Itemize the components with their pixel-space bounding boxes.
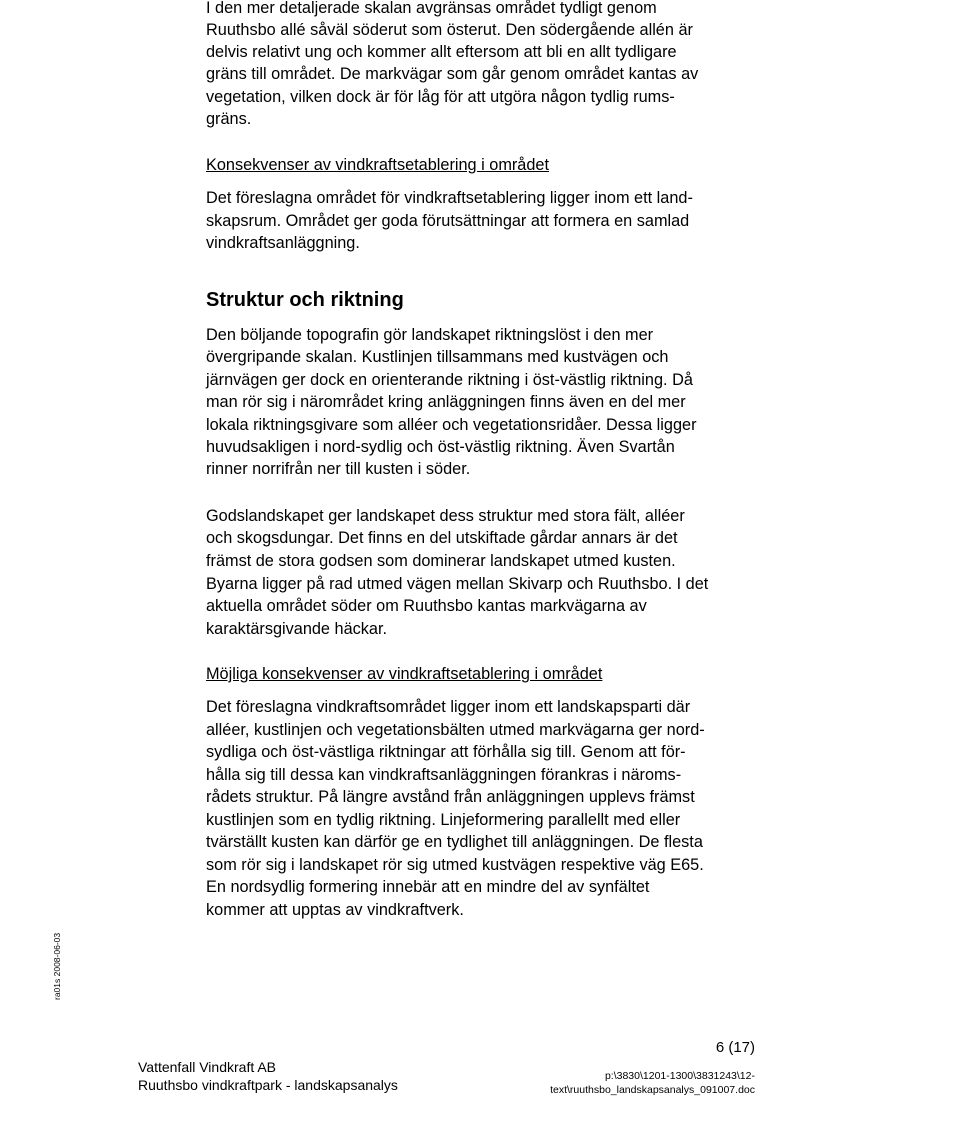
paragraph-line: gräns till området. De markvägar som går genom området kantas av xyxy=(206,65,699,83)
paragraph-line: vegetation, vilken dock är för låg för att utgöra någon tydlig rums- xyxy=(206,88,675,106)
paragraph-line: och skogsdungar. Det finns en del utskiftade gårdar annars är det xyxy=(206,529,678,547)
paragraph-line: sydliga och öst-västliga riktningar att förhålla sig till. Genom att för- xyxy=(206,743,686,761)
paragraph-line: Den böljande topografin gör landskapet riktningslöst i den mer xyxy=(206,326,654,344)
paragraph-line: främst de stora godsen som dominerar landskapet utmed kusten. xyxy=(206,552,676,570)
paragraph-line: Ruuthsbo allé såväl söderut som österut. Den södergående allén är xyxy=(206,21,693,39)
footer-company: Vattenfall Vindkraft AB xyxy=(138,1059,277,1075)
file-path-line: p:\3830\1201-1300\3831243\12- xyxy=(604,1070,755,1082)
paragraph-line: Byarna ligger på rad utmed vägen mellan Skivarp och Ruuthsbo. I det xyxy=(206,575,709,593)
paragraph-line: gräns. xyxy=(206,110,252,128)
paragraph-line: järnvägen ger dock en orienterande riktning i öst-västlig riktning. Då xyxy=(206,371,693,389)
paragraph-line: Det föreslagna området för vindkraftsetablering ligger inom ett land- xyxy=(206,189,693,207)
paragraph-line: delvis relativt ung och kommer allt eftersom att bli en allt tydligare xyxy=(206,43,677,61)
subheading-mojliga-konsekvenser: Möjliga konsekvenser av vindkraftsetablering i området xyxy=(206,665,603,683)
footer-left xyxy=(138,1058,398,1094)
paragraph-line: rådets struktur. På längre avstånd från anläggningen upplevs främst xyxy=(206,788,695,806)
paragraph-line: skapsrum. Området ger goda förutsättningar att formera en samlad xyxy=(206,212,690,230)
paragraph-line: Godslandskapet ger landskapet dess struktur med stora fält, alléer xyxy=(206,507,685,525)
paragraph-line: aktuella området söder om Ruuthsbo kantas markvägarna av xyxy=(206,597,647,615)
section-heading-struktur: Struktur och riktning xyxy=(206,289,404,311)
subheading-konsekvenser: Konsekvenser av vindkraftsetablering i området xyxy=(206,156,549,174)
paragraph-line: lokala riktningsgivare som alléer och vegetationsridåer. Dessa ligger xyxy=(206,416,697,434)
footer-project: Ruuthsbo vindkraftpark - landskapsanalys xyxy=(138,1077,398,1093)
paragraph-line: övergripande skalan. Kustlinjen tillsammans med kustvägen och xyxy=(206,348,669,366)
paragraph-line: Det föreslagna vindkraftsområdet ligger inom ett landskapsparti där xyxy=(206,698,691,716)
paragraph-line: I den mer detaljerade skalan avgränsas området tydligt genom xyxy=(206,0,657,17)
paragraph-line: karaktärsgivande häckar. xyxy=(206,620,388,638)
paragraph-line: man rör sig i närområdet kring anläggningen finns även en del mer xyxy=(206,393,686,411)
paragraph-line: rinner norrifrån ner till kusten i söder. xyxy=(206,460,471,478)
paragraph-line: hålla sig till dessa kan vindkraftsanläggningen förankras i näroms- xyxy=(206,766,682,784)
paragraph-line: alléer, kustlinjen och vegetationsbälten utmed markvägarna ger nord- xyxy=(206,721,705,739)
side-document-code: ra01s 2008-06-03 xyxy=(52,932,62,1000)
paragraph-line: huvudsakligen i nord-sydlig och öst-västlig riktning. Även Svartån xyxy=(206,438,675,456)
paragraph-line: tvärställt kusten kan därför ge en tydlighet till anläggningen. De flesta xyxy=(206,833,703,851)
paragraph-line: som rör sig i landskapet rör sig utmed kustvägen respektive väg E65. xyxy=(206,856,704,874)
footer-file-path xyxy=(550,1069,755,1097)
paragraph-line: kommer att upptas av vindkraftverk. xyxy=(206,901,464,919)
page-number: 6 (17) xyxy=(715,1039,755,1056)
file-path-line: text\ruuthsbo_landskapsanalys_091007.doc xyxy=(550,1084,755,1096)
paragraph-line: vindkraftsanläggning. xyxy=(206,234,360,252)
paragraph-line: En nordsydlig formering innebär att en mindre del av synfältet xyxy=(206,878,650,896)
paragraph-line: kustlinjen som en tydlig riktning. Linjeformering parallellt med eller xyxy=(206,811,681,829)
